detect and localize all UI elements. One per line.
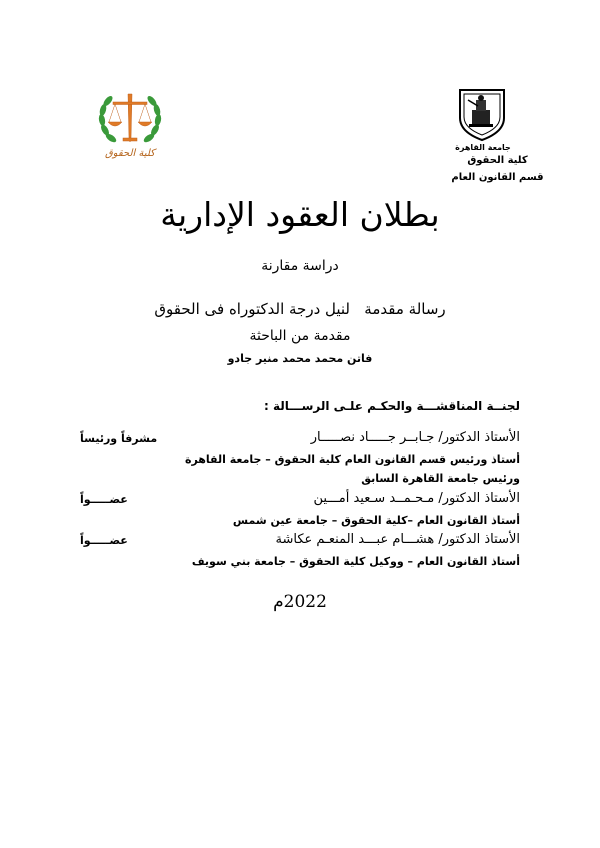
member-role: عضـــــواً (80, 534, 128, 547)
committee-heading: لجنــة المناقشـــة والحكـم علـى الرســـالة : (264, 399, 520, 413)
member-role: مشرفاً ورئيساً (80, 432, 158, 445)
degree-statement: رسالة مقدمة لنيل درجة الدكتوراه فى الحقوق (154, 300, 446, 318)
member-title: ورئيس جامعة القاهرة السابق (361, 472, 520, 485)
thesis-title: بطلان العقود الإدارية (160, 195, 440, 234)
member-name: الأستاذ الدكتور/ مـحـمــد سـعيد أمـــين (313, 491, 520, 506)
faculty-name: كلية الحقوق (467, 155, 528, 166)
faculty-header (440, 152, 555, 186)
member-name: الأستاذ الدكتور/ جـابــر جـــــاد نصـــــار (310, 430, 520, 445)
member-title: أستاذ القانون العام – ووكيل كلية الحقوق – جامعة بني سويف (191, 555, 520, 568)
member-name: الأستاذ الدكتور/ هشـــام عبـــد المنعـم عكاشة (275, 532, 520, 547)
cairo-university-logo (452, 86, 512, 146)
year: 2022م (273, 592, 327, 612)
thesis-subtitle: دراسة مقارنة (261, 258, 339, 274)
presented-by: مقدمة من الباحثة (249, 328, 351, 344)
author-name: فاتن محمد محمد منير جادو (227, 352, 373, 365)
department-name: قسم القانون العام (451, 172, 544, 183)
member-role: عضـــــواً (80, 493, 128, 506)
member-title: أستاذ ورئيس قسم القانون العام كلية الحقوق – جامعة القاهرة (184, 453, 520, 466)
faculty-logo-caption: كلية الحقوق (105, 148, 155, 159)
cairo-logo-caption: جامعة القاهرة (455, 143, 511, 152)
member-title: أستاذ القانون العام –كلية الحقوق – جامعة عين شمس (232, 514, 520, 527)
